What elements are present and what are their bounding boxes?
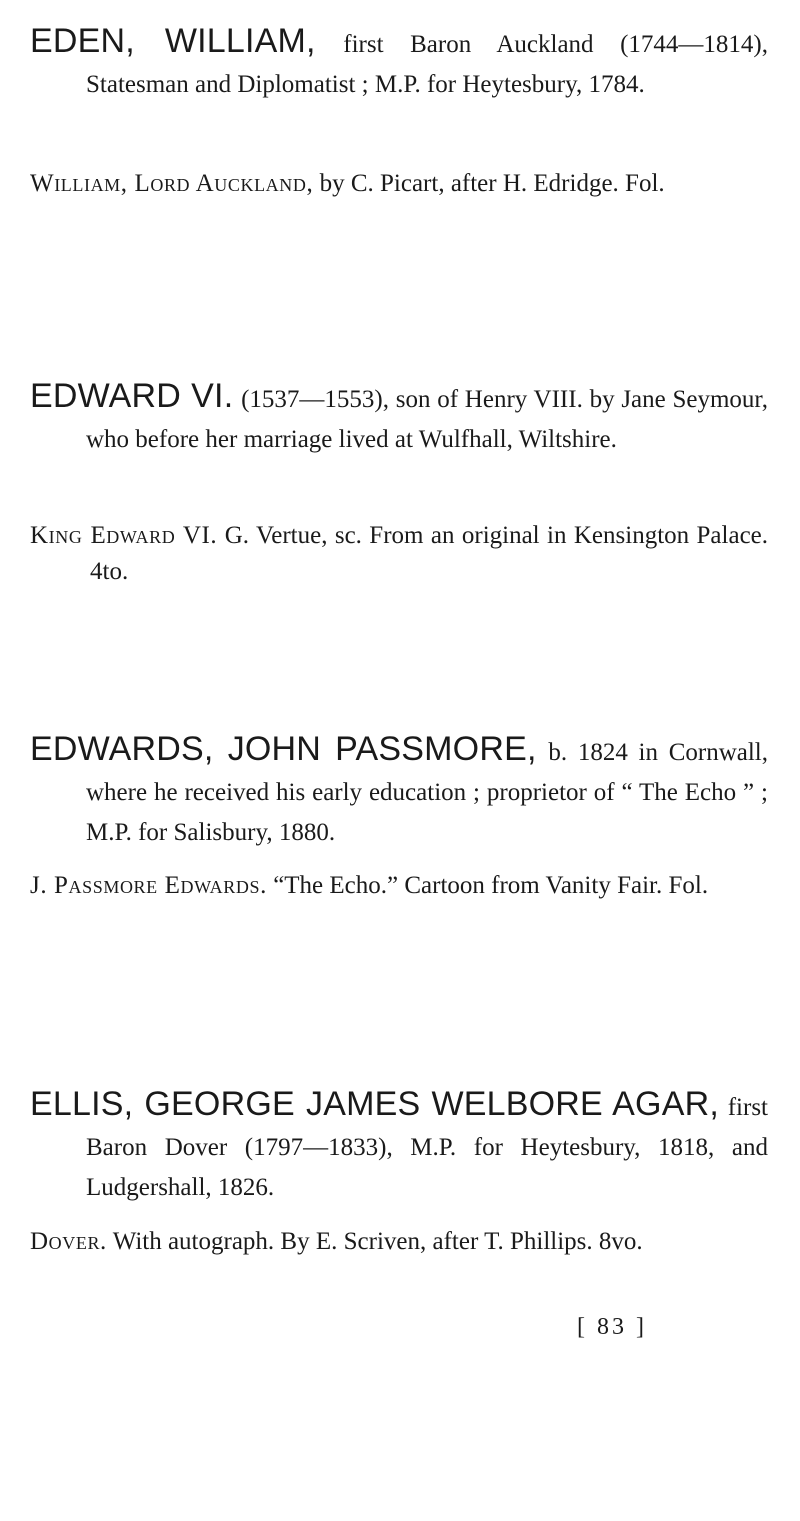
portrait-subject: King Edward VI.: [30, 522, 218, 549]
entry-description: (1537—1553), son of Henry VIII. by Jane Seymour, who before her marriage lived at Wulfhall, Wiltshire.: [86, 386, 768, 453]
portrait-line: [30, 518, 768, 590]
entry-edward-vi: [30, 377, 768, 459]
page-number: [ 83 ]: [577, 1314, 647, 1340]
portrait-subject: Dover.: [30, 1228, 107, 1255]
entry-description: first Baron Auckland (1744—1814), Statesman and Diplomatist ; M.P. for Heytesbury, 1784.: [86, 31, 769, 98]
entry-name: EDWARDS, JOHN PASSMORE,: [30, 730, 537, 768]
portrait-line: [30, 868, 768, 904]
entry-name: ELLIS, GEORGE JAMES WELBORE AGAR,: [30, 1085, 719, 1123]
portrait-subject: J. Passmore Edwards.: [30, 872, 267, 899]
entry-heading: [30, 377, 768, 459]
portrait-details: “The Echo.” Cartoon from Vanity Fair. Fol.: [273, 872, 709, 899]
portrait-line: [30, 166, 768, 202]
entry-description: b. 1824 in Cornwall, where he received his early education ; proprietor of “ The Echo ” ; M.P. for Salisbury, 1880.: [86, 739, 769, 846]
portrait-ellis: [30, 1224, 768, 1260]
entry-eden: [30, 22, 768, 104]
entry-ellis: [30, 1085, 768, 1207]
portrait-eden: [30, 166, 768, 202]
entry-heading: [30, 730, 768, 852]
entry-name: EDEN, WILLIAM,: [30, 22, 316, 60]
portrait-details: G. Vertue, sc. From an original in Kensington Palace. 4to.: [90, 522, 769, 585]
entry-heading: [30, 22, 768, 104]
entry-edwards: [30, 730, 768, 852]
portrait-edwards: [30, 868, 768, 904]
portrait-details: by C. Picart, after H. Edridge. Fol.: [319, 170, 665, 197]
portrait-subject: William, Lord Auckland,: [30, 170, 314, 197]
portrait-edward-vi: [30, 518, 768, 590]
entry-name: EDWARD VI.: [30, 377, 234, 415]
entry-description: first Baron Dover (1797—1833), M.P. for Heytesbury, 1818, and Ludgershall, 1826.: [86, 1094, 769, 1201]
entry-heading: [30, 1085, 768, 1207]
portrait-line: [30, 1224, 768, 1260]
portrait-details: With autograph. By E. Scriven, after T. Phillips. 8vo.: [112, 1228, 643, 1255]
